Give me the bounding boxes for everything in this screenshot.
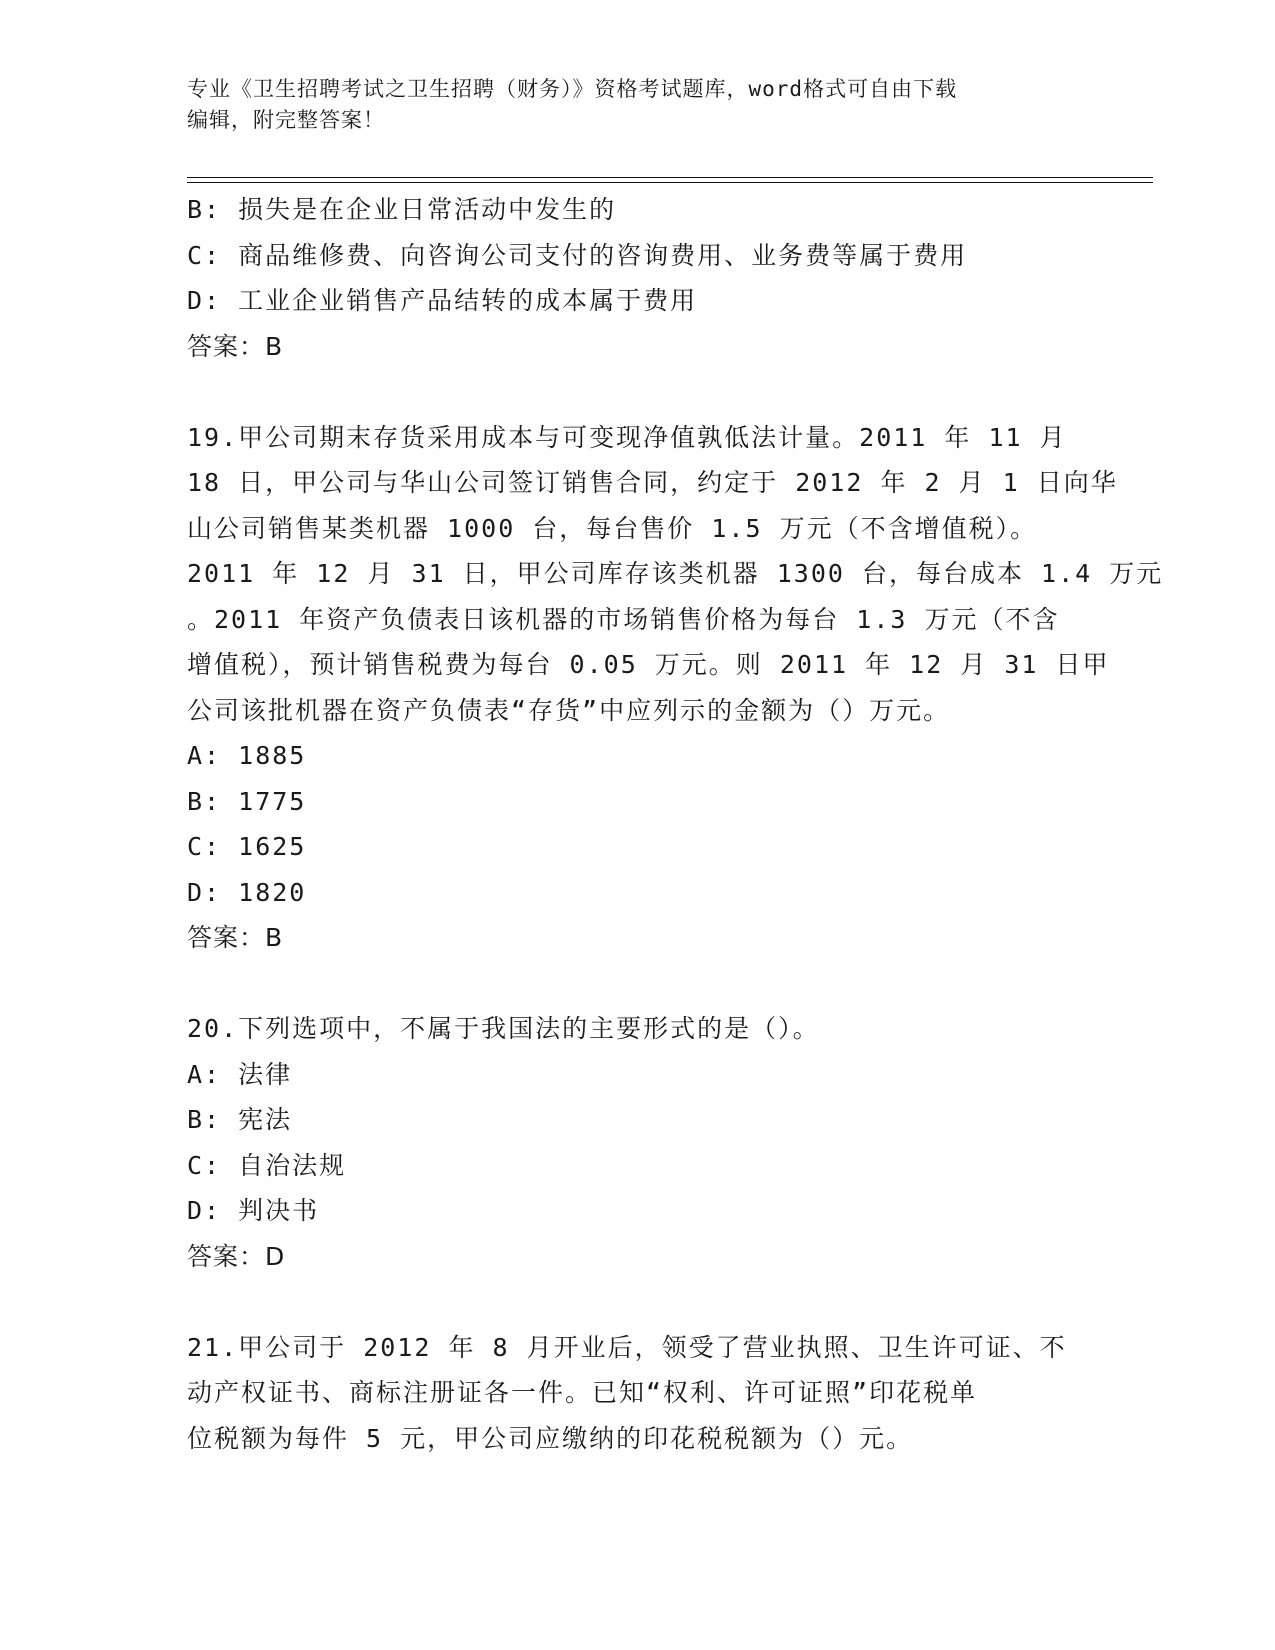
option-d: D: 工业企业销售产品结转的成本属于费用 (187, 286, 698, 315)
option-a: A: 1885 (187, 741, 307, 770)
header-divider (187, 177, 1153, 183)
answer-line: 答案：B (187, 331, 284, 361)
spacer (187, 961, 1087, 1007)
question-21-block (187, 1325, 1087, 1462)
answer-line: 答案：B (187, 923, 284, 952)
option-c: C: 自治法规 (187, 1150, 347, 1180)
option-d: D: 1820 (187, 877, 307, 907)
answer-line: 答案：D (187, 1241, 286, 1271)
question-21-text: 动产权证书、商标注册证各一件。已知“权利、许可证照”印花税单 (187, 1378, 978, 1407)
option-b: B: 损失是在企业日常活动中发生的 (187, 195, 617, 224)
document-header (187, 74, 1067, 136)
question-20-block (187, 1006, 1087, 1279)
question-content (187, 187, 1164, 1461)
option-a: A: 法律 (187, 1059, 293, 1089)
spacer (187, 369, 1087, 415)
spacer (187, 1279, 1087, 1325)
question-19-text: 公司该批机器在资产负债表“存货”中应列示的金额为（）万元。 (187, 695, 951, 725)
question-19-block (187, 415, 1164, 961)
question-19-text: 山公司销售某类机器 1000 台，每台售价 1.5 万元（不含增值税）。 (187, 513, 1038, 543)
question-19-text: 增值税），预计销售税费为每台 0.05 万元。则 2011 年 12 月 31 日甲 (187, 650, 1110, 679)
option-d: D: 判决书 (187, 1196, 320, 1225)
question-19-text: 。2011 年资产负债表日该机器的市场销售价格为每台 1.3 万元（不含 (187, 604, 1060, 634)
option-b: B: 1775 (187, 786, 307, 816)
question-21-text: 位税额为每件 5 元，甲公司应缴纳的印花税税额为（）元。 (187, 1423, 914, 1453)
question-19-text: 18 日，甲公司与华山公司签订销售合同，约定于 2012 年 2 月 1 日向华 (187, 468, 1118, 497)
question-19-text: 19.甲公司期末存货采用成本与可变现净值孰低法计量。2011 年 11 月 (187, 422, 1067, 452)
option-b: B: 宪法 (187, 1105, 293, 1134)
header-line-2: 编辑，附完整答案！ (187, 108, 385, 132)
option-c: C: 1625 (187, 832, 307, 861)
option-c: C: 商品维修费、向咨询公司支付的咨询费用、业务费等属于费用 (187, 240, 968, 270)
header-line-1: 专业《卫生招聘考试之卫生招聘（财务）》资格考试题库，word格式可自由下载 (187, 77, 958, 101)
question-19-text: 2011 年 12 月 31 日，甲公司库存该类机器 1300 台，每台成本 1.4 万元 (187, 559, 1164, 588)
prev-question-block (187, 187, 1087, 369)
question-20-text: 20.下列选项中，不属于我国法的主要形式的是（）。 (187, 1014, 820, 1043)
question-21-text: 21.甲公司于 2012 年 8 月开业后，领受了营业执照、卫生许可证、不 (187, 1332, 1067, 1362)
